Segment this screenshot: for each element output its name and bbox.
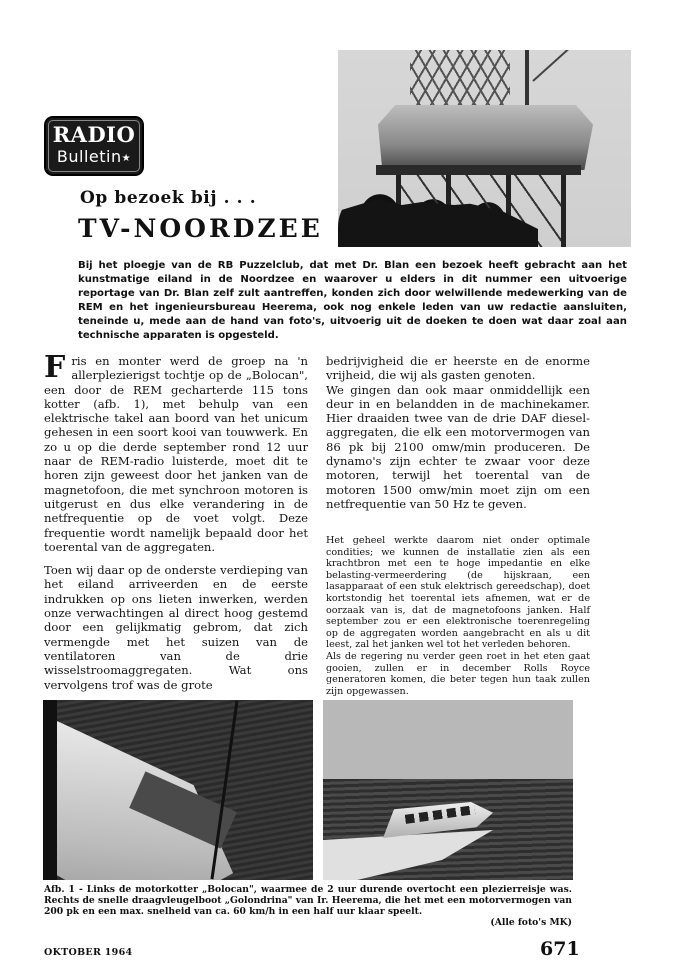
article-kicker: Op bezoek bij . . . <box>80 188 257 208</box>
antenna-mast <box>410 50 510 110</box>
platform-building <box>378 105 593 170</box>
drop-cap: F <box>44 350 66 385</box>
photo-motorkotter-bolocan <box>43 700 313 880</box>
column-left <box>44 350 308 692</box>
photo-credit: (Alle foto's MK) <box>490 917 572 928</box>
guy-wire <box>532 50 585 82</box>
issue-date: OKTOBER 1964 <box>44 947 133 958</box>
intro-paragraph: Bij het ploegje van de RB Puzzelclub, dat met Dr. Blan een bezoek heeft gebracht aan het kunstmatige eiland in de Noordzee en waarover u elders in dit nummer een uitvoerige reportage van Dr. Blan zelf zult aantreffen, konden zich door welwillende medewerking van de REM en het ingenieursbureau Heerema, ook nog enkele leden van uw redactie aansluiten, teneinde u, mede aan de hand van foto's, uitvoerig uit de doeken te doen wat daar zoal aan technische apparaten is opgesteld. <box>78 260 627 341</box>
caption-text: Afb. 1 - Links de motorkotter „Bolocan", waarmee de 2 uur durende overtocht een plezierreisje was. Rechts de snelle draagvleugelboot „Golondrina" van Ir. Heerema, die het met een motorvermogen van 200 pk en een max. snelheid van ca. 60 km/h in een half uur klaar speelt. <box>44 884 572 917</box>
logo-line-radio: RADIO <box>52 122 136 147</box>
radio-bulletin-logo <box>44 116 144 176</box>
paragraph-1-text: ris en monter werd de groep na 'n allerplezierigst tochtje op de „Bolocan", een door de REM gecharterde 115 tons kotter (afb. 1), met behulp van een elektrische takel aan boord van het unicum gehesen in een soort kooi van touwwerk. En zo u op die derde september rond 12 uur naar de REM-radio luisterde, moet dit te horen zijn geweest door het janken van de magnetofoon, die met synchroon motoren is uitgerust en dus elke verandering in de netfrequentie op de voet volgt. Deze frequentie wordt namelijk bepaald door het toerental van de aggregaten. <box>44 354 308 554</box>
photo-caption <box>44 884 572 928</box>
column-right-smallprint <box>326 535 590 697</box>
platform-edge <box>43 700 57 880</box>
paragraph-4: We gingen dan ook maar onmiddellijk een deur in en belandden in de machinekamer. Hier draaiden twee van de drie DAF diesel-aggregaten, die elk een motorvermogen van 86 pk bij 2100 omw/min produceren. De dynamo's zijn echter te zwaar voor deze motoren, terwijl het toerental van de motoren 1500 omw/min moet zijn om een netfrequentie van 50 Hz te geven. <box>326 382 590 511</box>
star-icon: ★ <box>121 153 132 164</box>
logo-line-bulletin <box>46 147 142 169</box>
article-title: TV-NOORDZEE <box>78 214 323 243</box>
column-right <box>326 354 590 511</box>
hoist-rope <box>210 701 238 880</box>
photo-sea-platform <box>338 50 631 247</box>
paragraph-2: Toen wij daar op de onderste verdieping van het eiland arriveerden en de eerste indrukken op ons lieten inwerken, werden onze verwachtingen al direct hoog gestemd door een gelijkmatig gebrom, dat zich vermengde met het suizen van de ventilatoren van de drie wisselstroomaggregaten. Wat ons vervolgens trof was de grote <box>44 563 308 692</box>
paragraph-5: Het geheel werkte daarom niet onder optimale condities; we kunnen de installatie zien als een krachtbron met een te hoge impedantie en elke belasting-vermeerdering (de hijskraan, een lasapparaat of een stuk elektrisch gereedschap), doet kortstondig het toerental iets afnemen, wat er de oorzaak van is, dat de magnetofoons janken. Half september zou er een elektronische toerenregeling op de aggregaten worden aangebracht en als u dit leest, zal het janken wel tot het verleden behoren. <box>326 535 590 651</box>
photo-draagvleugelboot-golondrina <box>323 700 573 880</box>
page-number: 671 <box>540 938 580 960</box>
platform-floor <box>376 165 581 175</box>
paragraph-6: Als de regering nu verder geen roet in het eten gaat gooien, zullen er in december Rolls Royce generatoren komen, die beter tegen hun taak zullen zijn opgewassen. <box>326 650 590 697</box>
paragraph-1 <box>44 350 308 554</box>
paragraph-3: bedrijvigheid die er heerste en de enorme vrijheid, die wij als gasten genoten. <box>326 354 590 383</box>
logo-bulletin-text: Bulletin <box>56 147 122 166</box>
